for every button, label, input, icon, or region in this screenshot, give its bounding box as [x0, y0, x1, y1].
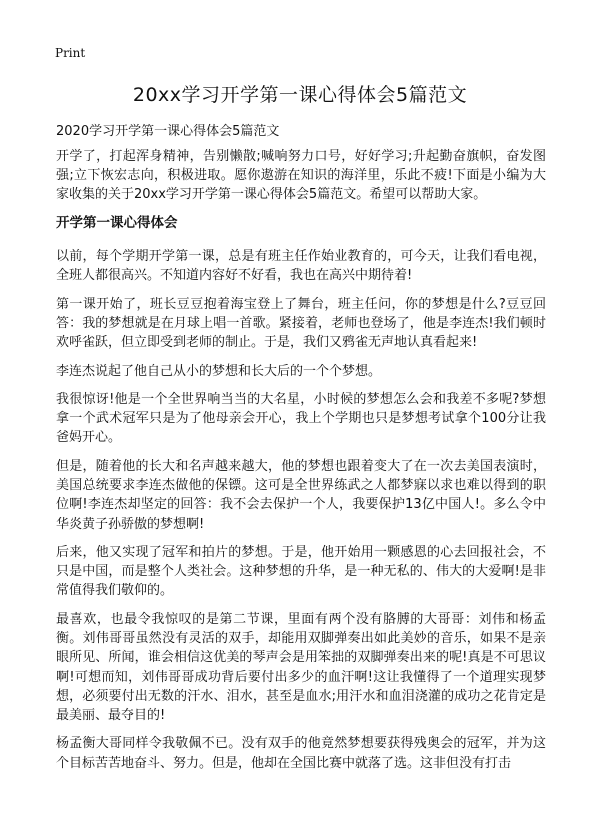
paragraph: 杨孟衡大哥同样令我敬佩不已。没有双手的他竟然梦想要获得残奥会的冠军，并为这个目标苦苦地奋斗、努力。但是，他却在全国比赛中就落了选。这非但没有打击 [56, 736, 546, 771]
subtitle: 2020学习开学第一课心得体会5篇范文 [56, 124, 280, 139]
paragraph: 最喜欢，也最令我惊叹的是第二节课，里面有两个没有胳膊的大哥哥：刘伟和杨孟衡。刘伟哥哥虽然没有灵活的双手，却能用双脚弹奏出如此美妙的音乐，如果不是亲眼所见、所闻，谁会相信这优美的琴声会是用笨拙的双脚弹奏出来的呢!真是不可思议啊!可想而知，刘伟哥哥成功背后要付出多少的血汗啊!这让我懂得了一个道理实现梦想，必须要付出无数的汗水、泪水，甚至是血水;用汗水和血泪浇灌的成功之花肯定是最美丽、最夺目的! [56, 611, 546, 723]
paragraph: 后来，他又实现了冠军和拍片的梦想。于是，他开始用一颗感恩的心去回报社会，不只是中国，而是整个人类社会。这种梦想的升华，是一种无私的、伟大的大爱啊!是非常值得我们敬仰的。 [56, 545, 546, 599]
page-title: 20xx学习开学第一课心得体会5篇范文 [132, 84, 468, 106]
paragraph: 以前，每个学期开学第一课，总是有班主任作始业教育的，可今天，让我们看电视，全班人都很高兴。不知道内容好不好看，我也在高兴中期待着! [56, 248, 546, 284]
print-link[interactable]: Print [55, 46, 86, 60]
paragraph: 我很惊讶!他是一个全世界响当当的大名星，小时候的梦想怎么会和我差不多呢?梦想拿一个武术冠军只是为了他母亲会开心，我上个学期也只是梦想考试拿个100分让我爸妈开心。 [56, 392, 546, 446]
paragraph: 李连杰说起了他自己从小的梦想和长大后的一个个梦想。 [56, 363, 382, 379]
paragraph: 但是，随着他的长大和名声越来越大，他的梦想也跟着变大了在一次去美国表演时，美国总统要求李连杰做他的保镖。这可是全世界练武之人都梦寐以求也难以得到的职位啊!李连杰却坚定的回答：我不会去保护一个人，我要保护13亿中国人!。多么令中华炎黄子孙骄傲的梦想啊! [56, 458, 546, 532]
article-body [56, 147, 546, 782]
paragraph: 第一课开始了，班长豆豆抱着海宝登上了舞台，班主任问，你的梦想是什么?豆豆回答：我的梦想就是在月球上唱一首歌。紧接着，老师也登场了，他是李连杰!我们顿时欢呼雀跃，但立即受到老师的制止。于是，我们又鸦雀无声地认真看起来! [56, 296, 546, 351]
intro-paragraph: 开学了，打起浑身精神，告别懒散;喊响努力口号，好好学习;升起勤奋旗帜，奋发图强;立下恢宏志向，积极进取。愿你遨游在知识的海洋里，乐此不疲!下面是小编为大家收集的关于20xx学习开学第一课心得体会5篇范文。希望可以帮助大家。 [56, 149, 546, 203]
section-heading: 开学第一课心得体会 [56, 214, 178, 231]
